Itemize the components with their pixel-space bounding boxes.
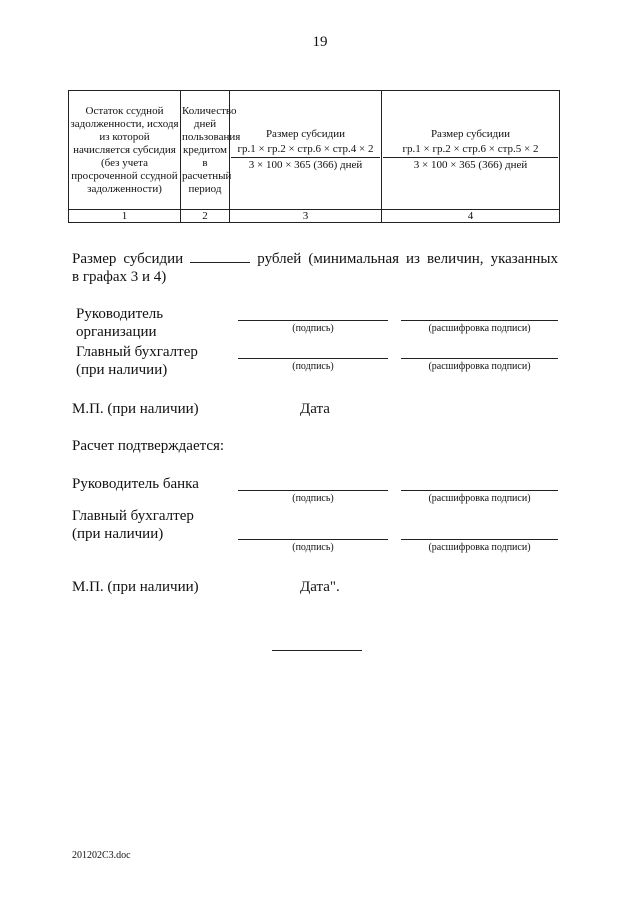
column-number: 4 bbox=[382, 210, 560, 223]
transcript-caption: (расшифровка подписи) bbox=[428, 542, 531, 553]
bank-accountant-signature-line bbox=[238, 539, 388, 540]
header-subsidy-formula-1 bbox=[230, 91, 382, 210]
org-accountant-label-1: Главный бухгалтер bbox=[76, 344, 198, 360]
file-name: 201202C3.doc bbox=[72, 850, 131, 861]
org-head-label-1: Руководитель bbox=[76, 306, 164, 322]
subsidy-amount-line bbox=[72, 249, 558, 269]
transcript-caption: (расшифровка подписи) bbox=[428, 361, 531, 372]
formula-2-title: Размер субсидии bbox=[430, 128, 511, 140]
header-days-count: Количество дней пользования кредитом в расчетный период bbox=[181, 91, 230, 210]
column-number: 2 bbox=[181, 210, 230, 223]
confirmation-label: Расчет подтверждается: bbox=[72, 438, 225, 454]
date-label: Дата". bbox=[300, 579, 340, 595]
formula-1-numerator: гр.1 × гр.2 × стр.6 × стр.4 × 2 bbox=[231, 143, 380, 158]
formula-2-numerator: гр.1 × гр.2 × стр.6 × стр.5 × 2 bbox=[383, 143, 558, 158]
bank-accountant-transcript-line bbox=[401, 539, 558, 540]
bank-head-label: Руководитель банка bbox=[72, 476, 199, 492]
formula-1-title: Размер субсидии bbox=[265, 128, 346, 140]
org-accountant-signature-line bbox=[238, 358, 388, 359]
bank-accountant-label-2: (при наличии) bbox=[72, 526, 164, 542]
org-accountant-transcript-line bbox=[401, 358, 558, 359]
formula-2-denominator: 3 × 100 × 365 (366) дней bbox=[413, 159, 528, 171]
subsidy-calc-table bbox=[68, 90, 560, 223]
formula-1-denominator: 3 × 100 × 365 (366) дней bbox=[248, 159, 363, 171]
signature-caption: (подпись) bbox=[292, 323, 334, 334]
stamp-label: М.П. (при наличии) bbox=[72, 579, 199, 595]
subsidy-amount-unit: рублей (минимальная из величин, указанных bbox=[257, 251, 559, 267]
signature-caption: (подпись) bbox=[292, 542, 334, 553]
subsidy-amount-note: в графах 3 и 4) bbox=[72, 269, 167, 285]
org-head-signature-line bbox=[238, 320, 388, 321]
header-subsidy-formula-2 bbox=[382, 91, 560, 210]
bank-head-signature-line bbox=[238, 490, 388, 491]
end-rule bbox=[272, 650, 362, 651]
org-head-label-2: организации bbox=[76, 324, 157, 340]
org-accountant-label-2: (при наличии) bbox=[76, 362, 168, 378]
subsidy-amount-label: Размер субсидии bbox=[72, 251, 184, 267]
column-number: 1 bbox=[69, 210, 181, 223]
stamp-label: М.П. (при наличии) bbox=[72, 401, 199, 417]
table-header-row bbox=[69, 91, 560, 210]
table-column-numbers-row bbox=[69, 210, 560, 223]
transcript-caption: (расшифровка подписи) bbox=[428, 323, 531, 334]
org-head-transcript-line bbox=[401, 320, 558, 321]
column-number: 3 bbox=[230, 210, 382, 223]
subsidy-amount-blank bbox=[190, 249, 250, 263]
bank-accountant-label-1: Главный бухгалтер bbox=[72, 508, 194, 524]
date-label: Дата bbox=[300, 401, 330, 417]
bank-head-transcript-line bbox=[401, 490, 558, 491]
page-number: 19 bbox=[312, 34, 328, 50]
header-loan-balance: Остаток ссудной задолженности, исходя из которой начисляется субсидия (без учета просроченной ссудной задолженности) bbox=[69, 91, 181, 210]
transcript-caption: (расшифровка подписи) bbox=[428, 493, 531, 504]
signature-caption: (подпись) bbox=[292, 493, 334, 504]
signature-caption: (подпись) bbox=[292, 361, 334, 372]
